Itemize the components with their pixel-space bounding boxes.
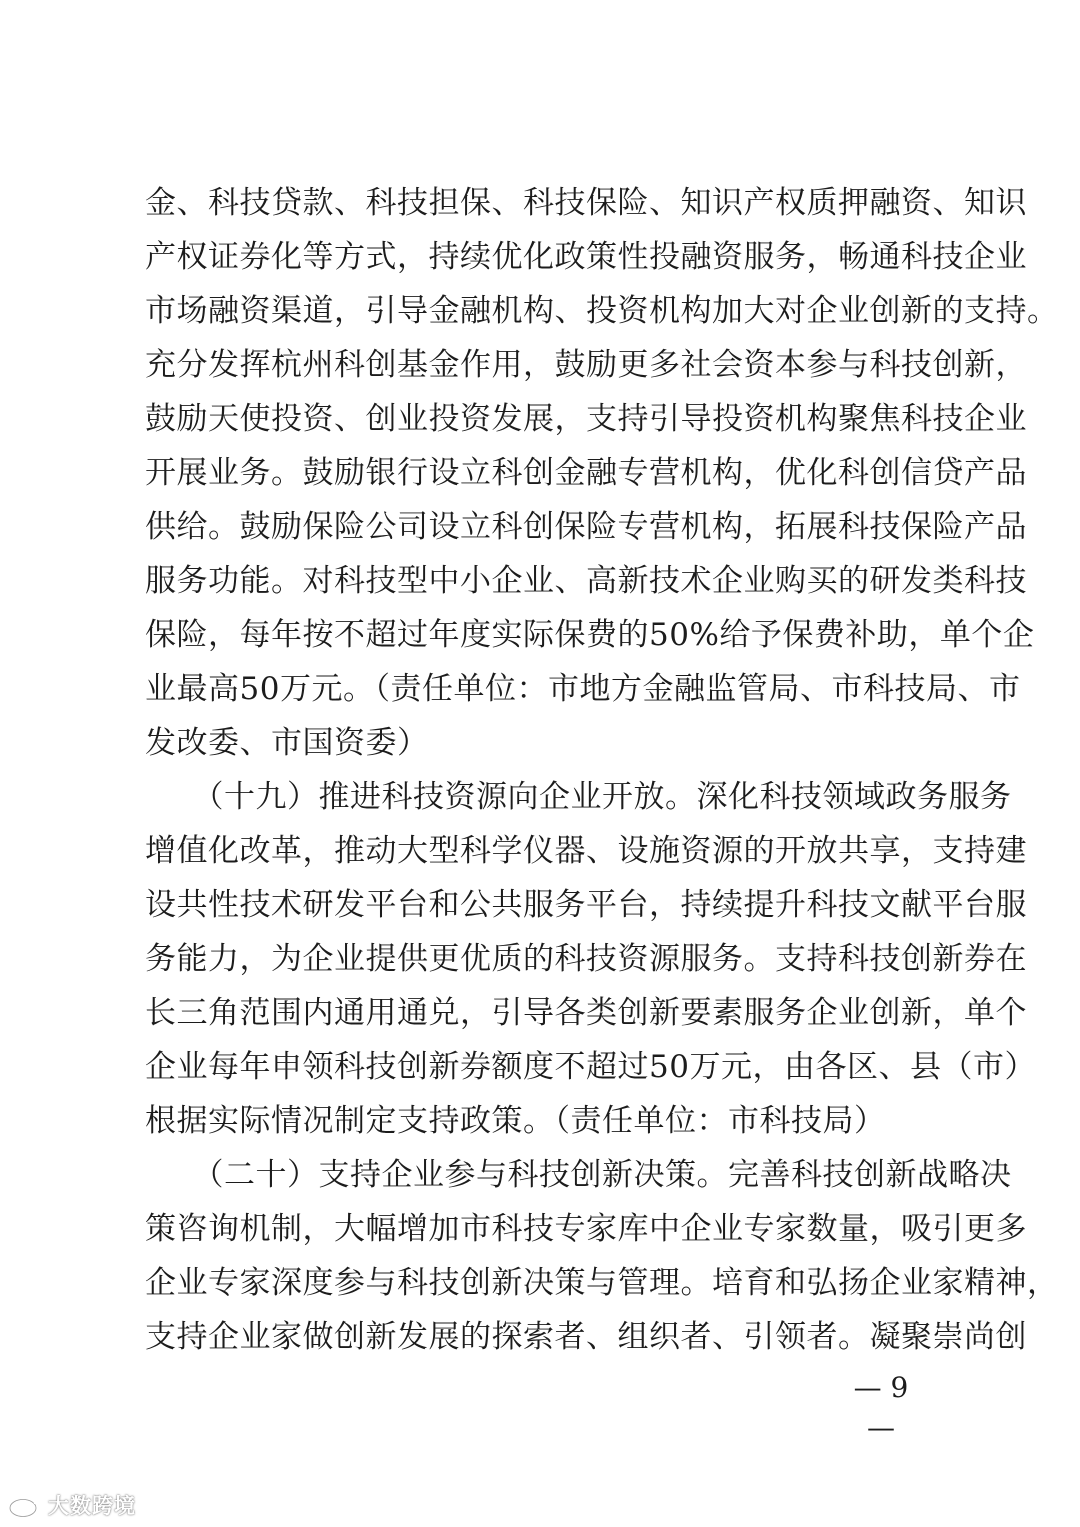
- text-line-4: 充分发挥杭州科创基金作用，鼓励更多社会资本参与科技创新，: [145, 347, 1027, 383]
- text-line-7: 供给。鼓励保险公司设立科创保险专营机构，拓展科技保险产品: [145, 509, 1027, 545]
- weibo-logo-icon: [8, 1492, 42, 1518]
- text-line-17: 企业每年申领科技创新券额度不超过50万元，由各区、县（市）: [145, 1049, 1036, 1085]
- text-line-2: 产权证券化等方式，持续优化政策性投融资服务，畅通科技企业: [145, 239, 1027, 275]
- text-line-9: 保险，每年按不超过年度实际保费的50%给予保费补助，单个企: [145, 617, 1035, 653]
- page-number: — 9 —: [853, 1371, 909, 1444]
- text-line-8: 服务功能。对科技型中小企业、高新技术企业购买的研发类科技: [145, 563, 1027, 599]
- text-line-19: （二十）支持企业参与科技创新决策。完善科技创新战略决: [145, 1157, 1012, 1193]
- text-line-11: 发改委、市国资委）: [145, 725, 429, 761]
- text-line-22: 支持企业家做创新发展的探索者、组织者、引领者。凝聚崇尚创: [145, 1319, 1027, 1355]
- text-line-12: （十九）推进科技资源向企业开放。深化科技领域政务服务: [145, 779, 1012, 815]
- text-line-21: 企业专家深度参与科技创新决策与管理。培育和弘扬企业家精神，: [145, 1265, 1059, 1301]
- text-line-1: 金、科技贷款、科技担保、科技保险、知识产权质押融资、知识: [145, 185, 1027, 221]
- text-line-18: 根据实际情况制定支持政策。（责任单位：市科技局）: [145, 1103, 886, 1139]
- text-line-16: 长三角范围内通用通兑，引导各类创新要素服务企业创新，单个: [145, 995, 1027, 1031]
- text-line-14: 设共性技术研发平台和公共服务平台，持续提升科技文献平台服: [145, 887, 1027, 923]
- text-line-10: 业最高50万元。（责任单位：市地方金融监管局、市科技局、市: [145, 671, 1021, 707]
- text-line-15: 务能力，为企业提供更优质的科技资源服务。支持科技创新券在: [145, 941, 1027, 977]
- text-line-20: 策咨询机制，大幅增加市科技专家库中企业专家数量，吸引更多: [145, 1211, 1027, 1247]
- watermark: [8, 1490, 136, 1520]
- text-line-13: 增值化改革，推动大型科学仪器、设施资源的开放共享，支持建: [145, 833, 1027, 869]
- text-line-6: 开展业务。鼓励银行设立科创金融专营机构，优化科创信贷产品: [145, 455, 1027, 491]
- watermark-text: 大数跨境: [48, 1494, 136, 1518]
- text-line-5: 鼓励天使投资、创业投资发展，支持引导投资机构聚焦科技企业: [145, 401, 1027, 437]
- text-line-3: 市场融资渠道，引导金融机构、投资机构加大对企业创新的支持。: [145, 293, 1059, 329]
